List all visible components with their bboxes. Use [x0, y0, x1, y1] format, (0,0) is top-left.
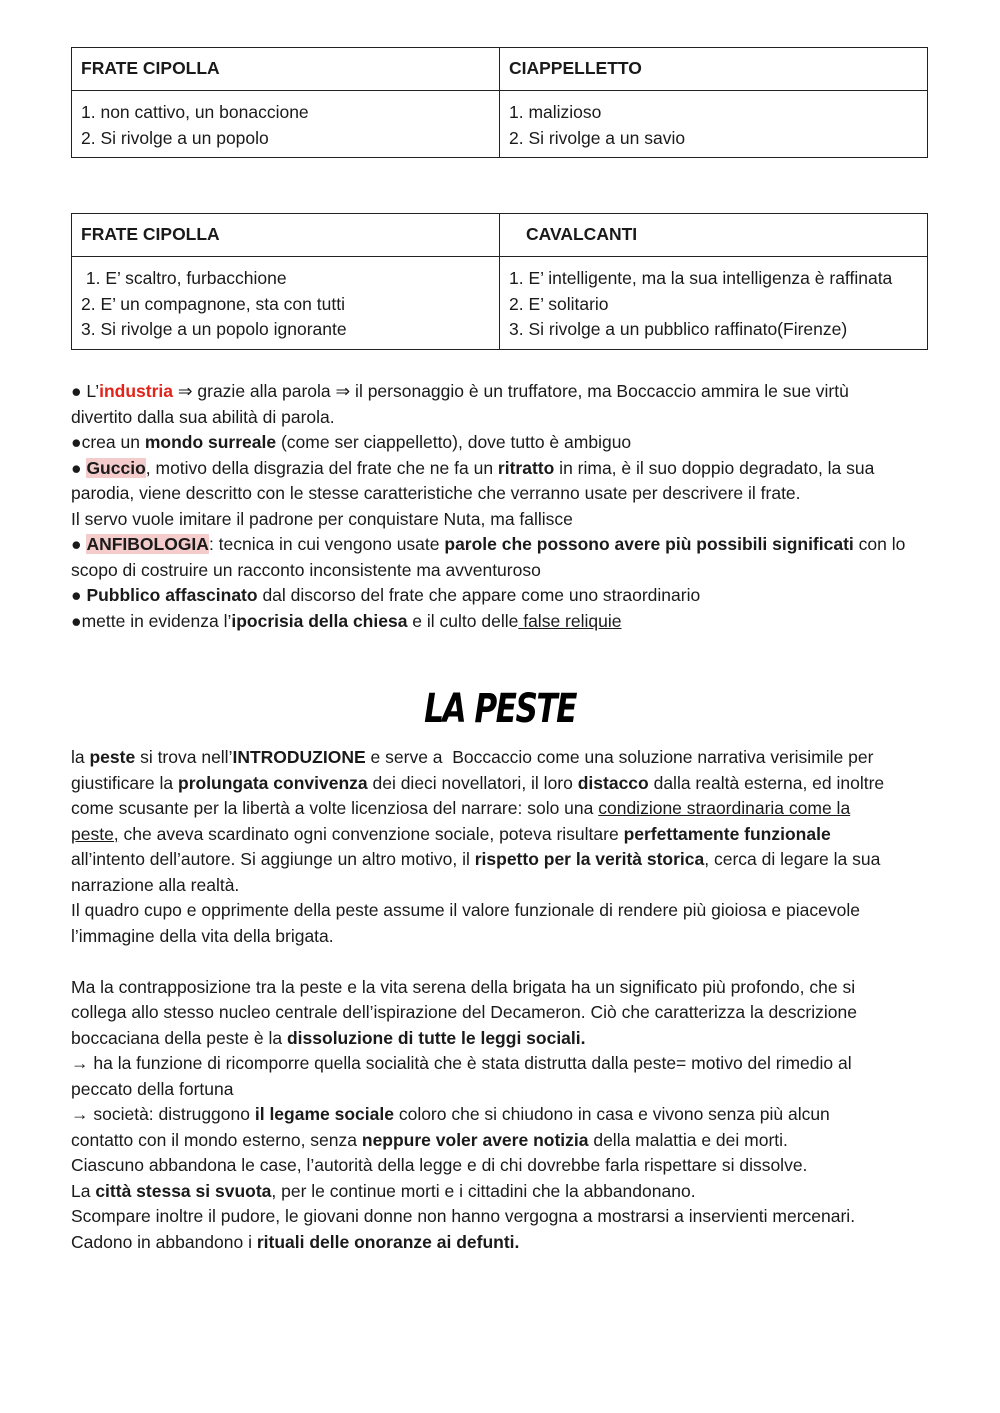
- note-line: [71, 609, 931, 635]
- text-run: che aveva scardinato ogni convenzione sociale, poteva risultare: [118, 823, 624, 844]
- bold-run: ritratto: [497, 457, 555, 478]
- bold-run: neppure voler avere notizia: [361, 1129, 589, 1150]
- table-cell-line: 2. Si rivolge a un savio: [509, 127, 686, 148]
- text-run: giustificare la: [71, 772, 178, 793]
- body-line: Ma la contrapposizione tra la peste e la vita serena della brigata ha un significato più profondo, che si: [71, 976, 856, 997]
- note-line: [71, 583, 931, 609]
- text-run: ●: [71, 534, 87, 554]
- text-run: , motivo della disgrazia del frate che ne fa un: [145, 457, 498, 478]
- bold-run: peste: [89, 747, 136, 767]
- bullet-notes: [71, 379, 931, 634]
- body-line: l’immagine della vita della brigata.: [71, 925, 334, 946]
- body-line: Il quadro cupo e opprimente della peste assume il valore funzionale di rendere più gioiosa e piacevole: [71, 900, 860, 920]
- note-line: parodia, viene descritto con le stesse caratteristiche che verranno usate per descrivere il frate.: [71, 483, 801, 503]
- body-line: [71, 771, 931, 797]
- body-line: [71, 796, 931, 822]
- highlight-guccio: Guccio: [86, 457, 146, 478]
- highlight-anfibologia: ANFIBOLOGIA: [86, 534, 209, 554]
- text-run: La: [71, 1180, 96, 1201]
- table-row: [72, 91, 928, 158]
- table-cell-line: 3. Si rivolge a un popolo ignorante: [81, 319, 347, 339]
- table-cell-line: 1. non cattivo, un bonaccione: [81, 102, 309, 122]
- bold-run: perfettamente funzionale: [623, 823, 831, 844]
- body-line: narrazione alla realtà.: [71, 874, 240, 895]
- table-cell-line: 2. E’ un compagnone, sta con tutti: [81, 293, 345, 314]
- text-run: (come ser ciappelletto), dove tutto è ambiguo: [276, 432, 632, 452]
- bold-run: il legame sociale: [254, 1104, 394, 1124]
- table-cell: [72, 257, 500, 350]
- underlined-run: condizione straordinaria come la: [598, 798, 851, 818]
- table-row: [72, 257, 928, 350]
- bold-run: dissoluzione di tutte le leggi sociali.: [286, 1027, 586, 1048]
- text-run: ●mette in evidenza l’: [71, 610, 232, 631]
- text-run: Cadono in abbandono i: [71, 1231, 257, 1252]
- paragraph-gap: [71, 949, 931, 975]
- table-cell-line: 1. E’ scaltro, furbacchione: [81, 268, 287, 288]
- body-line: [71, 1102, 931, 1128]
- note-line: [71, 532, 931, 558]
- text-run: ●: [71, 585, 87, 605]
- note-line: [71, 456, 931, 482]
- bold-run: ipocrisia della chiesa: [231, 610, 408, 631]
- text-run: : tecnica in cui vengono usate: [208, 534, 445, 554]
- bold-run: rispetto per la verità storica: [474, 849, 705, 869]
- body-line: peccato della fortuna: [71, 1078, 234, 1099]
- table-cell-line: 3. Si rivolge a un pubblico raffinato(Firenze): [509, 319, 848, 339]
- text-run: contatto con il mondo esterno, senza: [71, 1129, 362, 1150]
- body-line: [71, 1179, 931, 1205]
- text-run: , cerca di legare la sua: [704, 849, 881, 869]
- section-title: LA PESTE: [424, 686, 576, 732]
- underlined-run: peste,: [71, 823, 119, 844]
- text-run: ●: [71, 457, 87, 478]
- bold-run: mondo surreale: [144, 432, 277, 452]
- text-run: coloro che si chiudono in casa e vivono senza più alcun: [393, 1104, 830, 1124]
- text-run: ⇒ grazie alla parola ⇒ il personaggio è un truffatore, ma Boccaccio ammira le sue virtù: [173, 381, 849, 401]
- comparison-table-cipolla-cavalcanti: [71, 213, 928, 350]
- note-line: Il servo vuole imitare il padrone per conquistare Nuta, ma fallisce: [71, 508, 573, 529]
- note-line: [71, 430, 931, 456]
- text-run: e il culto delle: [407, 610, 519, 631]
- text-run: dal discorso del frate che appare come uno straordinario: [257, 585, 701, 605]
- table-cell-line: 1. malizioso: [509, 102, 602, 122]
- table-cell: [72, 91, 500, 158]
- text-run: della malattia e dei morti.: [588, 1129, 788, 1150]
- note-line: scopo di costruire un racconto inconsistente ma avventuroso: [71, 559, 541, 580]
- text-run: in rima, è il suo doppio degradato, la sua: [554, 457, 875, 478]
- bold-run: Pubblico affascinato: [86, 585, 258, 605]
- body-line: → ha la funzione di ricomporre quella socialità che è stata distrutta dalla peste= motivo del rimedio al: [71, 1053, 852, 1073]
- table-header-row: [72, 48, 928, 91]
- text-run: si trova nell’: [135, 747, 233, 767]
- body-line: [71, 1230, 931, 1256]
- text-run: la: [71, 747, 90, 767]
- table-cell-line: 2. Si rivolge a un popolo: [81, 127, 269, 148]
- table-header-row: [72, 214, 928, 257]
- text-run: come scusante per la libertà a volte licenziosa del narrare: solo una: [71, 798, 599, 818]
- bold-run: INTRODUZIONE: [232, 747, 366, 767]
- text-run: , per le continue morti e i cittadini che la abbandonano.: [271, 1180, 696, 1201]
- highlight-industria: industria: [99, 381, 173, 401]
- table-cell-line: 2. E’ solitario: [509, 293, 609, 314]
- bold-run: rituali delle onoranze ai defunti.: [256, 1231, 520, 1252]
- table-header-cell: CIAPPELLETTO: [500, 48, 928, 91]
- bold-run: parole che possono avere più possibili significati: [444, 534, 854, 554]
- bold-run: città stessa si svuota: [95, 1180, 272, 1201]
- body-line: [71, 1026, 931, 1052]
- text-run: all’intento dell’autore. Si aggiunge un altro motivo, il: [71, 849, 475, 869]
- bold-run: distacco: [577, 772, 649, 793]
- table-cell: [500, 257, 928, 350]
- body-line: Scompare inoltre il pudore, le giovani donne non hanno vergogna a mostrarsi a inservienti mercenari.: [71, 1206, 856, 1226]
- note-line: divertito dalla sua abilità di parola.: [71, 406, 335, 427]
- table-header-cell: CAVALCANTI: [500, 214, 928, 257]
- table-header-cell: FRATE CIPOLLA: [72, 214, 500, 257]
- text-run: boccaciana della peste è la: [71, 1027, 287, 1048]
- text-run: dalla realtà esterna, ed inoltre: [648, 772, 885, 793]
- body-line: [71, 745, 931, 771]
- body-line: [71, 822, 931, 848]
- text-run: dei dieci novellatori, il loro: [367, 772, 578, 793]
- table-cell: [500, 91, 928, 158]
- body-text: [71, 745, 931, 1255]
- body-line: collega allo stesso nucleo centrale dell’ispirazione del Decameron. Ciò che caratterizza la descrizione: [71, 1002, 857, 1022]
- text-run: ●crea un: [71, 432, 145, 452]
- text-run: → società: distruggono: [71, 1104, 255, 1124]
- underlined-run: false reliquie: [518, 610, 622, 631]
- body-line: [71, 1128, 931, 1154]
- text-run: con lo: [853, 534, 906, 554]
- text-run: ● L’: [71, 381, 100, 401]
- bold-run: prolungata convivenza: [178, 772, 368, 793]
- comparison-table-cipolla-ciappelletto: [71, 47, 928, 158]
- table-header-cell: FRATE CIPOLLA: [72, 48, 500, 91]
- text-run: e serve a Boccaccio come una soluzione narrativa verisimile per: [365, 747, 874, 767]
- table-cell-line: 1. E’ intelligente, ma la sua intelligenza è raffinata: [509, 268, 893, 288]
- body-line: Ciascuno abbandona le case, l’autorità della legge e di chi dovrebbe farla rispettare si dissolve.: [71, 1155, 808, 1175]
- body-line: [71, 847, 931, 873]
- note-line: [71, 379, 931, 405]
